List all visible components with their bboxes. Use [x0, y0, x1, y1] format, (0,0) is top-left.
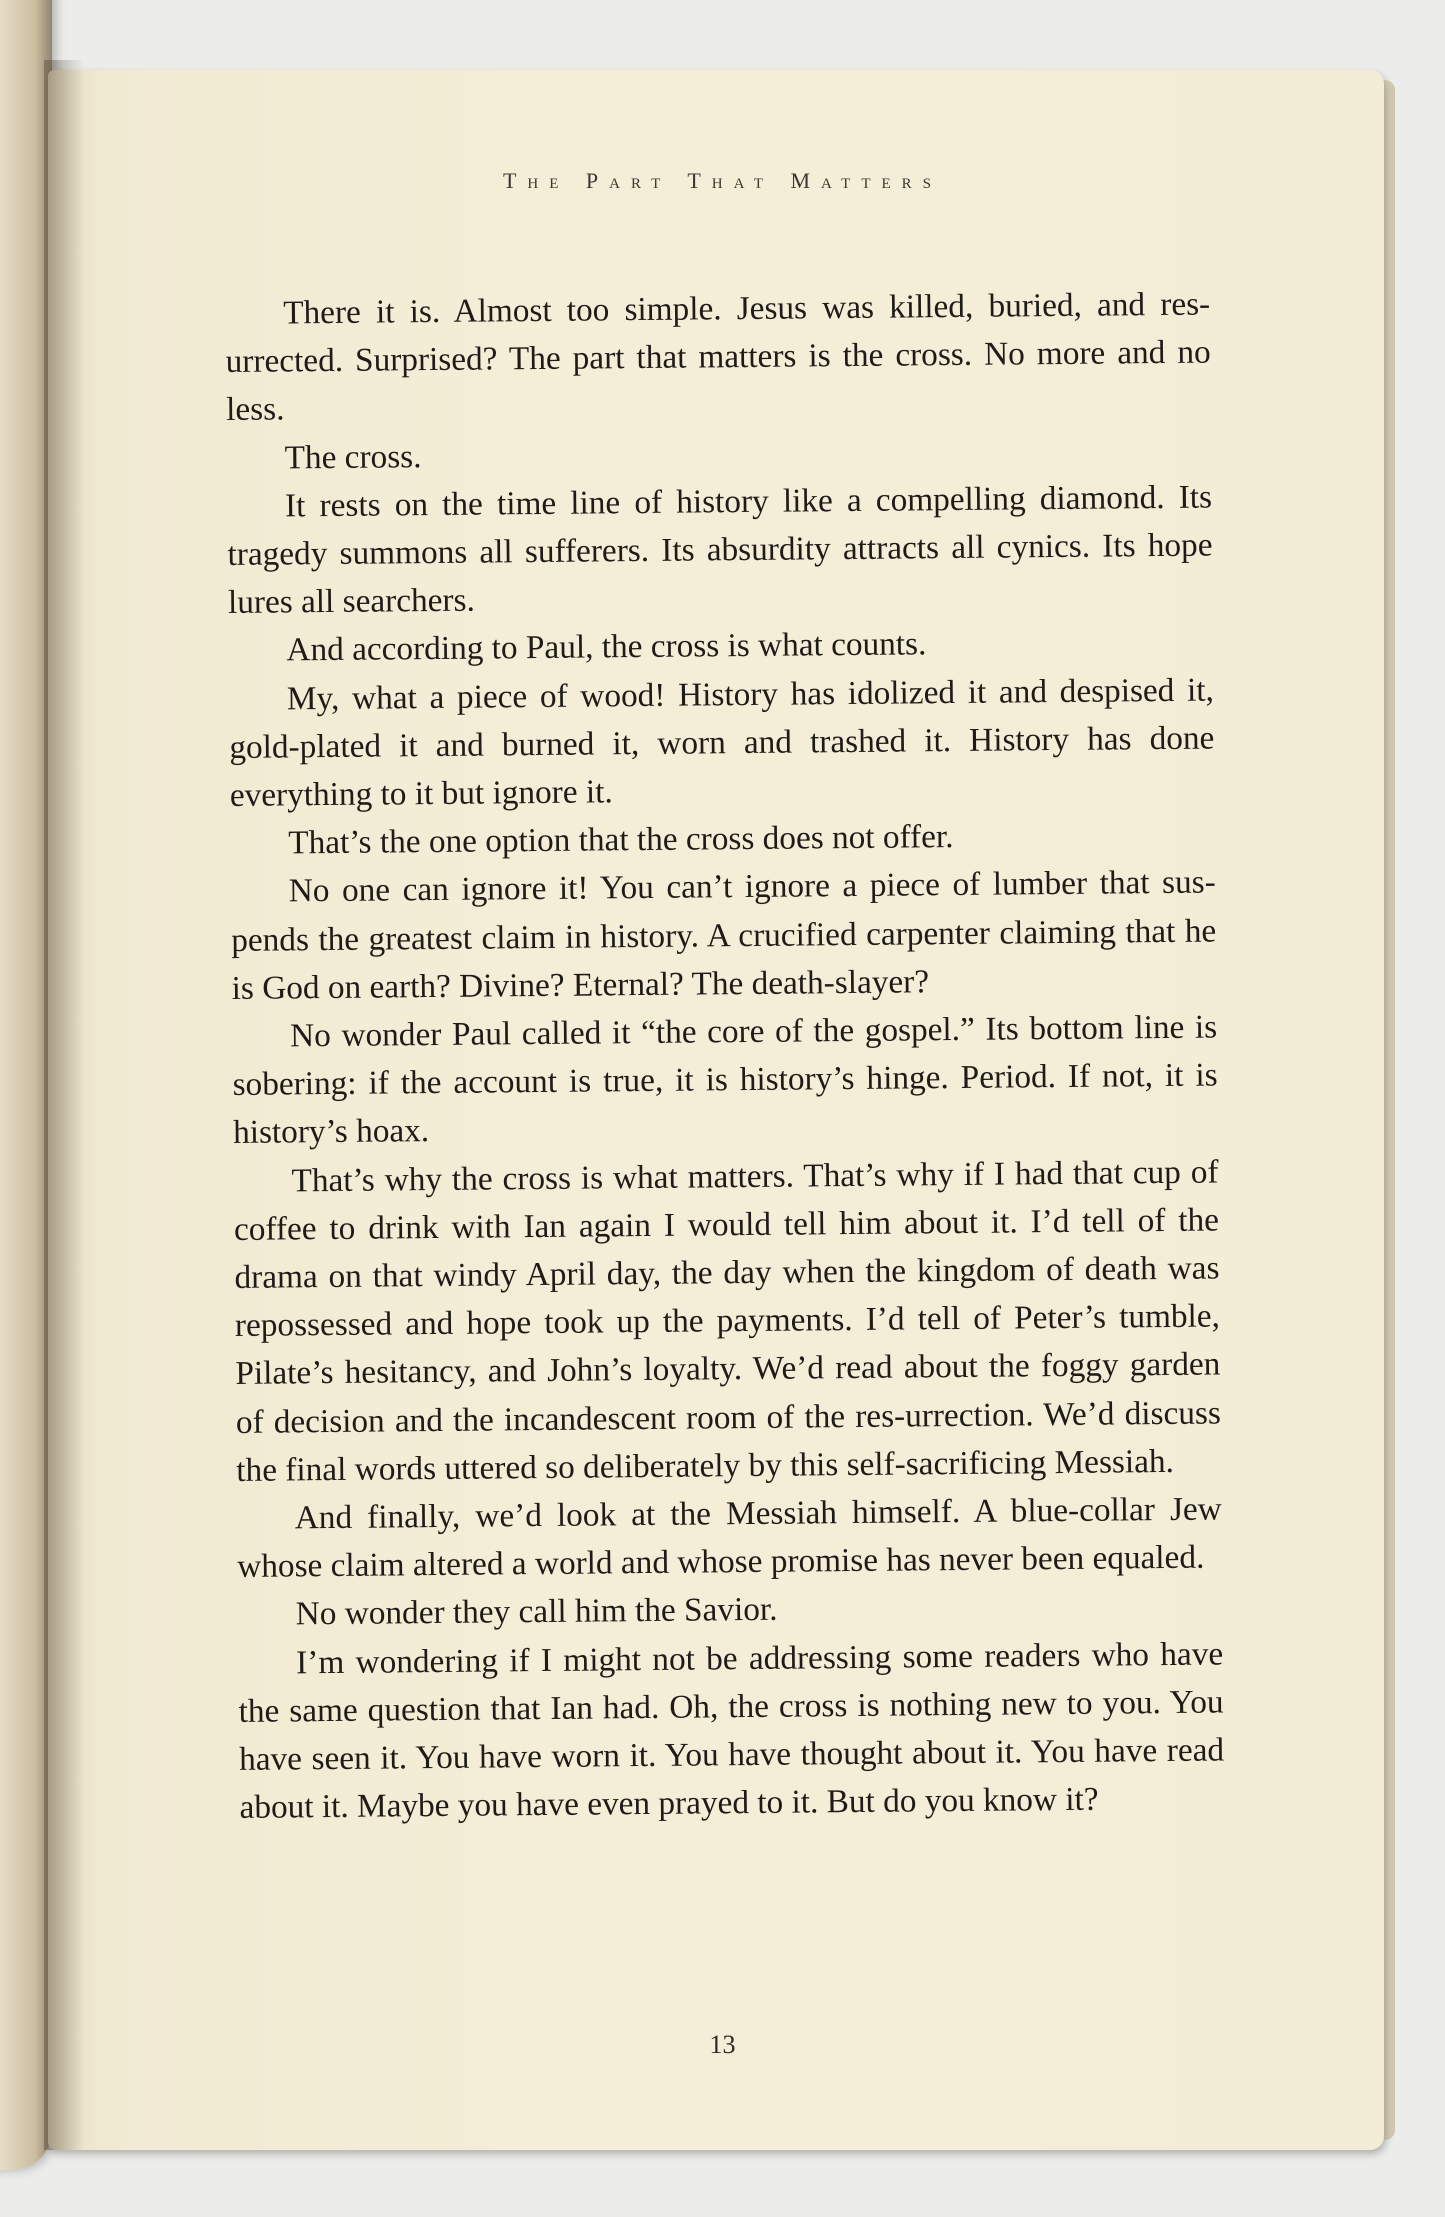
- gutter-shadow: [44, 60, 84, 2150]
- paragraph: There it is. Almost too simple. Jesus was killed, buried, and res-urrected. Surprised? The part that matters is the cross. No more and no less.: [225, 285, 1211, 429]
- paragraph: And finally, we’d look at the Messiah himself. A blue-collar Jew whose claim altered a world and whose promise has never been equaled.: [237, 1490, 1222, 1586]
- page-number: 13: [709, 2030, 736, 2059]
- paragraph: I’m wondering if I might not be addressing some readers who have the same question that Ian had. Oh, the cross is nothing new to you. You have seen it. You have worn it. You have thought about it. You have read about it. Maybe you have even prayed to it. But do you know it?: [238, 1635, 1225, 1827]
- paragraph: That’s the one option that the cross does not offer.: [288, 818, 954, 862]
- paragraph: It rests on the time line of history like a compelling diamond. Its tragedy summons all sufferers. Its absurdity attracts all cynics. Its hope lures all searchers.: [227, 478, 1213, 622]
- paragraph: The cross.: [284, 437, 422, 477]
- body-text: [225, 281, 1225, 1833]
- paragraph: My, what a piece of wood! History has idolized it and despised it, gold-plated it and burned it, worn and trashed it. History has done everything to it but ignore it.: [229, 671, 1215, 815]
- paragraph: No wonder they call him the Savior.: [295, 1591, 778, 1633]
- paragraph: No wonder Paul called it “the core of the gospel.” Its bottom line is sobering: if the account is true, it is history’s hinge. Period. If not, it is history’s hoax.: [232, 1008, 1218, 1152]
- paragraph: That’s why the cross is what matters. That’s why if I had that cup of coffee to drink with Ian again I would tell him about it. I’d tell of the drama on that windy April day, the day when the kingdom of death was repossessed and hope took up the payments. I’d tell of Peter’s tumble, Pilate’s hesitancy, and John’s loyalty. We’d read about the foggy garden of decision and the incandescent room of the res-urrection. We’d discuss the final words uttered so deliberately by this self-sacrificing Messiah.: [233, 1153, 1222, 1489]
- paragraph: And according to Paul, the cross is what counts.: [286, 625, 927, 669]
- running-head: The Part That Matters: [502, 168, 943, 193]
- paragraph: No one can ignore it! You can’t ignore a piece of lumber that sus-pends the greatest claim in history. A crucified carpenter claiming that he is God on earth? Divine? Eternal? The death-slayer?: [231, 863, 1217, 1007]
